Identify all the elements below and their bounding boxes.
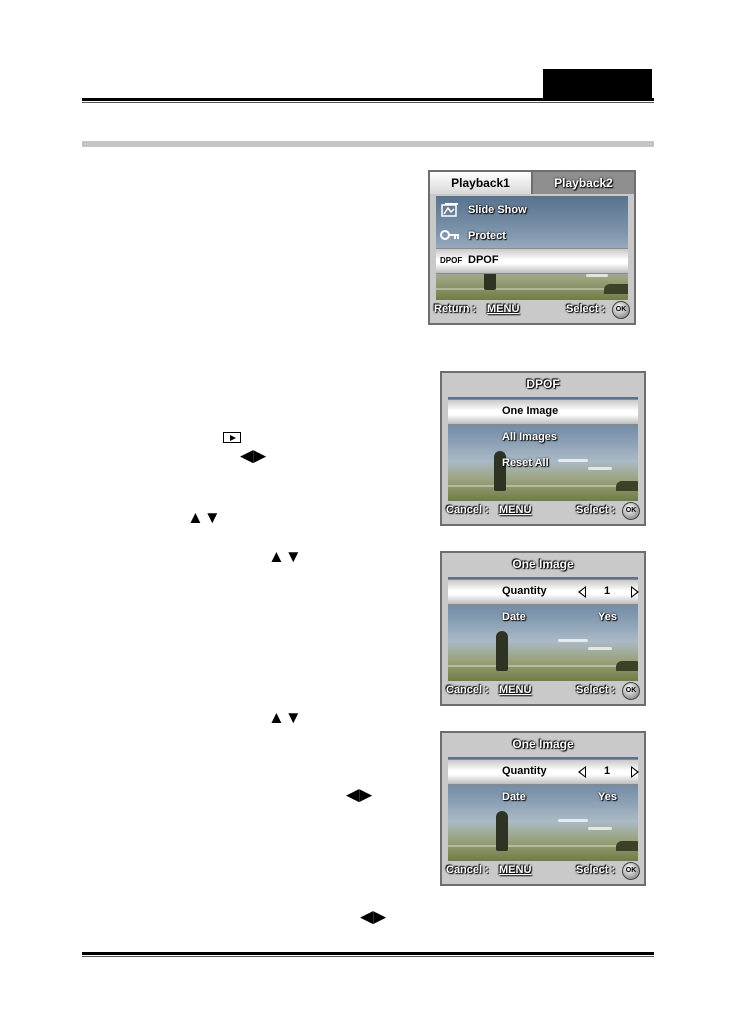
- menu-item-one-image[interactable]: One Image: [502, 405, 559, 417]
- header-rule: [82, 98, 654, 101]
- menu-item-all-images[interactable]: All Images: [502, 431, 558, 443]
- arrow-right-icon[interactable]: [631, 586, 639, 598]
- select-label: Select :: [576, 504, 616, 516]
- screen-title: DPOF: [526, 377, 560, 391]
- quantity-value: 1: [604, 765, 611, 777]
- dpof-menu-screen: [440, 371, 646, 526]
- left-right-arrows-icon: ◀▶: [240, 446, 267, 465]
- screen-title: One Image: [512, 737, 574, 751]
- ok-button-icon[interactable]: OK: [622, 502, 640, 520]
- quantity-label[interactable]: Quantity: [502, 765, 547, 777]
- up-down-arrows-icon: ▲▼: [187, 508, 221, 527]
- select-label: Select :: [566, 303, 606, 315]
- menu-key-label[interactable]: MENU: [499, 684, 532, 696]
- left-right-arrows-icon: ◀▶: [346, 785, 373, 804]
- menu-key-label[interactable]: MENU: [499, 864, 532, 876]
- arrow-left-icon[interactable]: [578, 766, 586, 778]
- screen1-bottom-bar: [430, 299, 634, 323]
- left-right-arrows-icon: ◀▶: [360, 907, 387, 926]
- quantity-value: 1: [604, 585, 611, 597]
- screen3-bottom-bar: [442, 680, 644, 704]
- menu-item-dpof[interactable]: DPOF: [468, 254, 499, 266]
- dpof-icon: DPOF: [440, 256, 463, 265]
- ok-button-icon[interactable]: OK: [622, 862, 640, 880]
- ok-button-icon[interactable]: OK: [612, 301, 630, 319]
- up-down-arrows-icon: ▲▼: [268, 708, 302, 727]
- tab-playback1[interactable]: Playback1: [430, 172, 533, 194]
- select-label: Select :: [576, 864, 616, 876]
- select-label: Select :: [576, 684, 616, 696]
- arrow-right-icon[interactable]: [631, 766, 639, 778]
- date-value: Yes: [598, 611, 617, 623]
- arrow-left-icon[interactable]: [578, 586, 586, 598]
- footer-rule: [82, 952, 654, 955]
- tab-playback2[interactable]: Playback2: [533, 172, 634, 194]
- menu-item-protect[interactable]: Protect: [468, 230, 506, 242]
- one-image-screen: [440, 551, 646, 706]
- playback-mode-icon: [223, 432, 241, 443]
- footer-rule-thin: [82, 956, 654, 957]
- screen-title: One Image: [512, 557, 574, 571]
- cancel-label: Cancel :: [446, 684, 489, 696]
- ok-button-icon[interactable]: OK: [622, 682, 640, 700]
- menu-item-slide-show[interactable]: Slide Show: [468, 204, 527, 216]
- quantity-label[interactable]: Quantity: [502, 585, 547, 597]
- cancel-label: Cancel :: [446, 504, 489, 516]
- menu-key-label[interactable]: MENU: [499, 504, 532, 516]
- date-label[interactable]: Date: [502, 791, 526, 803]
- section-divider: [82, 141, 654, 147]
- screen2-bottom-bar: [442, 500, 644, 524]
- date-value: Yes: [598, 791, 617, 803]
- cancel-label: Cancel :: [446, 864, 489, 876]
- menu-item-reset-all[interactable]: Reset All: [502, 457, 549, 469]
- one-image-screen-2: [440, 731, 646, 886]
- selection-highlight: [436, 248, 628, 274]
- up-down-arrows-icon: ▲▼: [268, 547, 302, 566]
- menu-key-label[interactable]: MENU: [487, 303, 520, 315]
- playback-menu-screen: [428, 170, 636, 325]
- key-icon: [440, 228, 460, 246]
- date-label[interactable]: Date: [502, 611, 526, 623]
- return-label: Return :: [434, 303, 477, 315]
- slideshow-icon: [440, 202, 460, 220]
- screen4-bottom-bar: [442, 860, 644, 884]
- language-tab: [543, 69, 652, 98]
- header-rule-thin: [82, 102, 654, 103]
